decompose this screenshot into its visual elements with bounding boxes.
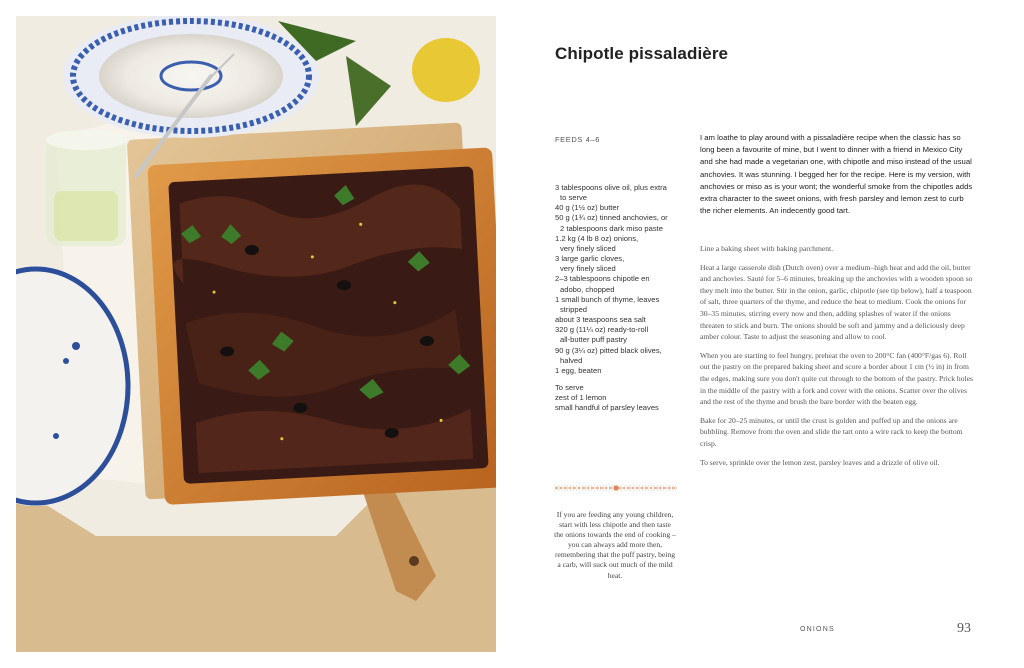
ingredient-line: stripped	[560, 304, 588, 314]
method-step: Line a baking sheet with baking parchment.	[700, 244, 834, 253]
tart-photo	[16, 16, 496, 652]
serve-line: zest of 1 lemon	[555, 393, 607, 403]
method-step: To serve, sprinkle over the lemon zest, parsley leaves and a drizzle of olive oil.	[700, 457, 940, 467]
serve-line: small handful of parsley leaves	[555, 403, 659, 413]
ingredient-line: 2–3 tablespoons chipotle en	[555, 274, 650, 284]
ingredient-line: 1.2 kg (4 lb 8 oz) onions,	[555, 233, 639, 243]
ingredient-line: 50 g (1¾ oz) tinned anchovies, or	[555, 213, 668, 223]
ingredient-line: 2 tablespoons dark miso paste	[560, 223, 663, 233]
ingredient-line: 40 g (1½ oz) butter	[555, 203, 620, 213]
decorative-divider	[555, 484, 677, 492]
ingredient-line: 3 large garlic cloves,	[555, 254, 625, 264]
method-steps	[700, 243, 976, 475]
section-footer: ONIONS	[800, 626, 835, 633]
ingredient-line: halved	[560, 355, 583, 365]
ingredient-line: 320 g (11¼ oz) ready-to-roll	[555, 325, 649, 335]
ingredient-list	[555, 183, 683, 413]
ingredient-line: adobo, chopped	[560, 284, 615, 294]
ingredient-line: all-butter puff pastry	[560, 335, 627, 345]
page-number: 93	[957, 621, 971, 636]
ingredient-line: 3 tablespoons olive oil, plus extra	[555, 183, 667, 192]
ingredient-line: very finely sliced	[560, 243, 616, 253]
ingredient-line: 1 small bunch of thyme, leaves	[555, 294, 660, 304]
pissaladiere-tart	[147, 147, 496, 505]
tart-photo-illustration	[16, 16, 496, 652]
method-step: Heat a large casserole dish (Dutch oven) over a medium–high heat and add the oil, butter and anchovies. Sauté for 5–6 minutes, breaking up the anchovies with a wooden spoon so they melt into the butter. Stir in the onion, garlic, chipotle (see tip below), half a teaspoon of salt, three quarters of the thyme, and reduce the heat to medium. Cook the onions for 30–35 minutes, stirring every now and then, adding splashes of water if the onions threaten to stick and burn. The onions should be soft and jammy and a deliciously deep amber colour. Taste to adjust the seasoning and allow to cool.	[700, 262, 973, 342]
to-serve-heading: To serve	[555, 382, 584, 392]
servings-label: FEEDS 4–6	[555, 135, 601, 144]
ingredient-line: 1 egg, beaten	[555, 365, 602, 375]
ingredient-line: very finely sliced	[560, 264, 616, 274]
tip-note: If you are feeding any young children, start with less chipotle and then taste the onions towards the end of cooking – you can always add more then, remembering that the puff pastry, being a carb, will suck out much of the mild heat.	[554, 510, 676, 580]
plate-top	[63, 16, 319, 138]
recipe-title: Chipotle pissaladière	[555, 44, 729, 63]
recipe-intro: I am loathe to play around with a pissaladière recipe when the classic has so long been a favourite of mine, but I went to dinner with a friend in Mexico City and she had made a vegetarian one, with chipotle and miso instead of the usual anchovies. It was stunning. I begged her for the recipe. Here is my version, with anchovies or miso as is your wont; the wonderful smoke from the chipotles adds extra character to the sweet onions, with fresh parsley and lemon zest to curb the richer elements. An indecently good tart.	[700, 133, 973, 216]
ingredient-line: 90 g (3¼ oz) pitted black olives,	[555, 345, 662, 355]
ingredient-line: about 3 teaspoons sea salt	[555, 315, 646, 325]
ingredient-line: to serve	[560, 193, 588, 203]
method-step: Bake for 20–25 minutes, or until the crust is golden and puffed up and the onions are bubbling. Remove from the oven and slide the tart onto a wire rack to keep the bottom crisp.	[700, 415, 963, 448]
method-step: When you are starting to feel hungry, preheat the oven to 200°C fan (400°F/gas 6). Roll out the pastry on the prepared baking sheet and score a border about 1 cm (½ in) in from the edges, making sure you don't quite cut through to the bottom of the pastry. Prick holes in the middle of the pastry with a fork and cover with the onions. Scatter over the olives and the rest of the thyme and brush the bare border with the beaten egg.	[700, 350, 973, 407]
